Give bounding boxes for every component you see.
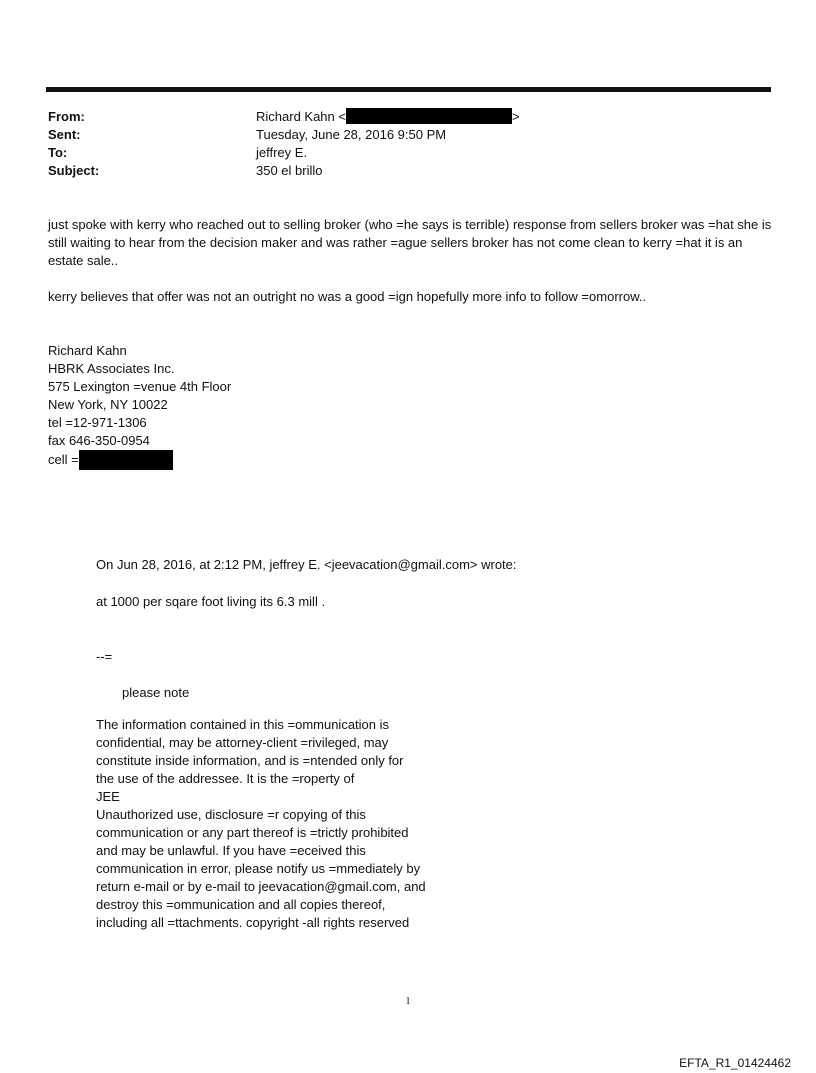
sent-row <box>48 126 520 144</box>
disclaimer-line: confidential, may be attorney-client =rivileged, may <box>96 735 389 750</box>
disclaimer-line: The information contained in this =ommunication is <box>96 717 390 732</box>
signature-name: Richard Kahn <box>48 343 127 358</box>
disclaimer-line: JEE <box>96 789 120 804</box>
disclaimer-line: destroy this =ommunication and all copies thereof, <box>96 897 386 912</box>
to-label: To: <box>48 145 68 160</box>
body-paragraph-2: kerry believes that offer was not an outright no was a good =ign hopefully more info to follow =omorrow.. <box>48 289 647 304</box>
email-body <box>48 216 773 306</box>
signature-block <box>48 342 231 470</box>
from-label: From: <box>48 109 85 124</box>
subject-row <box>48 162 520 180</box>
page-number: 1 <box>405 996 411 1007</box>
header-rule <box>46 87 771 92</box>
signature-cell <box>48 450 231 470</box>
signature-fax: fax 646-350-0954 <box>48 433 150 448</box>
signature-company: HBRK Associates Inc. <box>48 361 175 376</box>
sent-value: Tuesday, June 28, 2016 9:50 PM <box>256 127 447 142</box>
signature-address-1: 575 Lexington =venue 4th Floor <box>48 379 232 394</box>
quoted-intro: On Jun 28, 2016, at 2:12 PM, jeffrey E. <jeevacation@gmail.com> wrote: <box>96 557 517 572</box>
redacted-email <box>346 108 512 124</box>
disclaimer-line: communication or any part thereof is =trictly prohibited <box>96 825 409 840</box>
to-value: jeffrey E. <box>256 145 308 160</box>
disclaimer-line: communication in error, please notify us =mmediately by <box>96 861 421 876</box>
disclaimer-line: Unauthorized use, disclosure =r copying of this <box>96 807 366 822</box>
subject-label: Subject: <box>48 163 100 178</box>
sent-label: Sent: <box>48 127 81 142</box>
signature-tel: tel =12-971-1306 <box>48 415 147 430</box>
disclaimer-line: constitute inside information, and is =ntended only for <box>96 753 404 768</box>
signature-cell-label: cell = <box>48 452 79 467</box>
to-row <box>48 144 520 162</box>
body-paragraph-1: just spoke with kerry who reached out to selling broker (who =he says is terrible) response from sellers broker was =hat she is still waiting to hear from the decision maker and was rather =ague sellers broker has not come clean to kerry =hat it is an estate sale.. <box>48 217 772 268</box>
quoted-separator: --= <box>96 649 113 664</box>
from-value <box>256 108 520 126</box>
from-suffix: > <box>511 109 520 124</box>
disclaimer <box>96 716 456 932</box>
quoted-note: please note <box>122 685 190 700</box>
quoted-message <box>96 556 517 702</box>
disclaimer-line: including all =ttachments. copyright -all rights reserved <box>96 915 410 930</box>
from-row <box>48 108 520 126</box>
redacted-cell <box>79 450 173 470</box>
signature-address-2: New York, NY 10022 <box>48 397 168 412</box>
quoted-text: at 1000 per sqare foot living its 6.3 mill . <box>96 594 326 609</box>
from-name: Richard Kahn < <box>256 109 346 124</box>
disclaimer-line: return e-mail or by e-mail to jeevacation@gmail.com, and <box>96 879 426 894</box>
email-header <box>48 108 520 180</box>
document-id: EFTA_R1_01424462 <box>679 1056 791 1070</box>
disclaimer-line: and may be unlawful. If you have =eceived this <box>96 843 366 858</box>
disclaimer-line: the use of the addressee. It is the =roperty of <box>96 771 355 786</box>
subject-value: 350 el brillo <box>256 163 323 178</box>
